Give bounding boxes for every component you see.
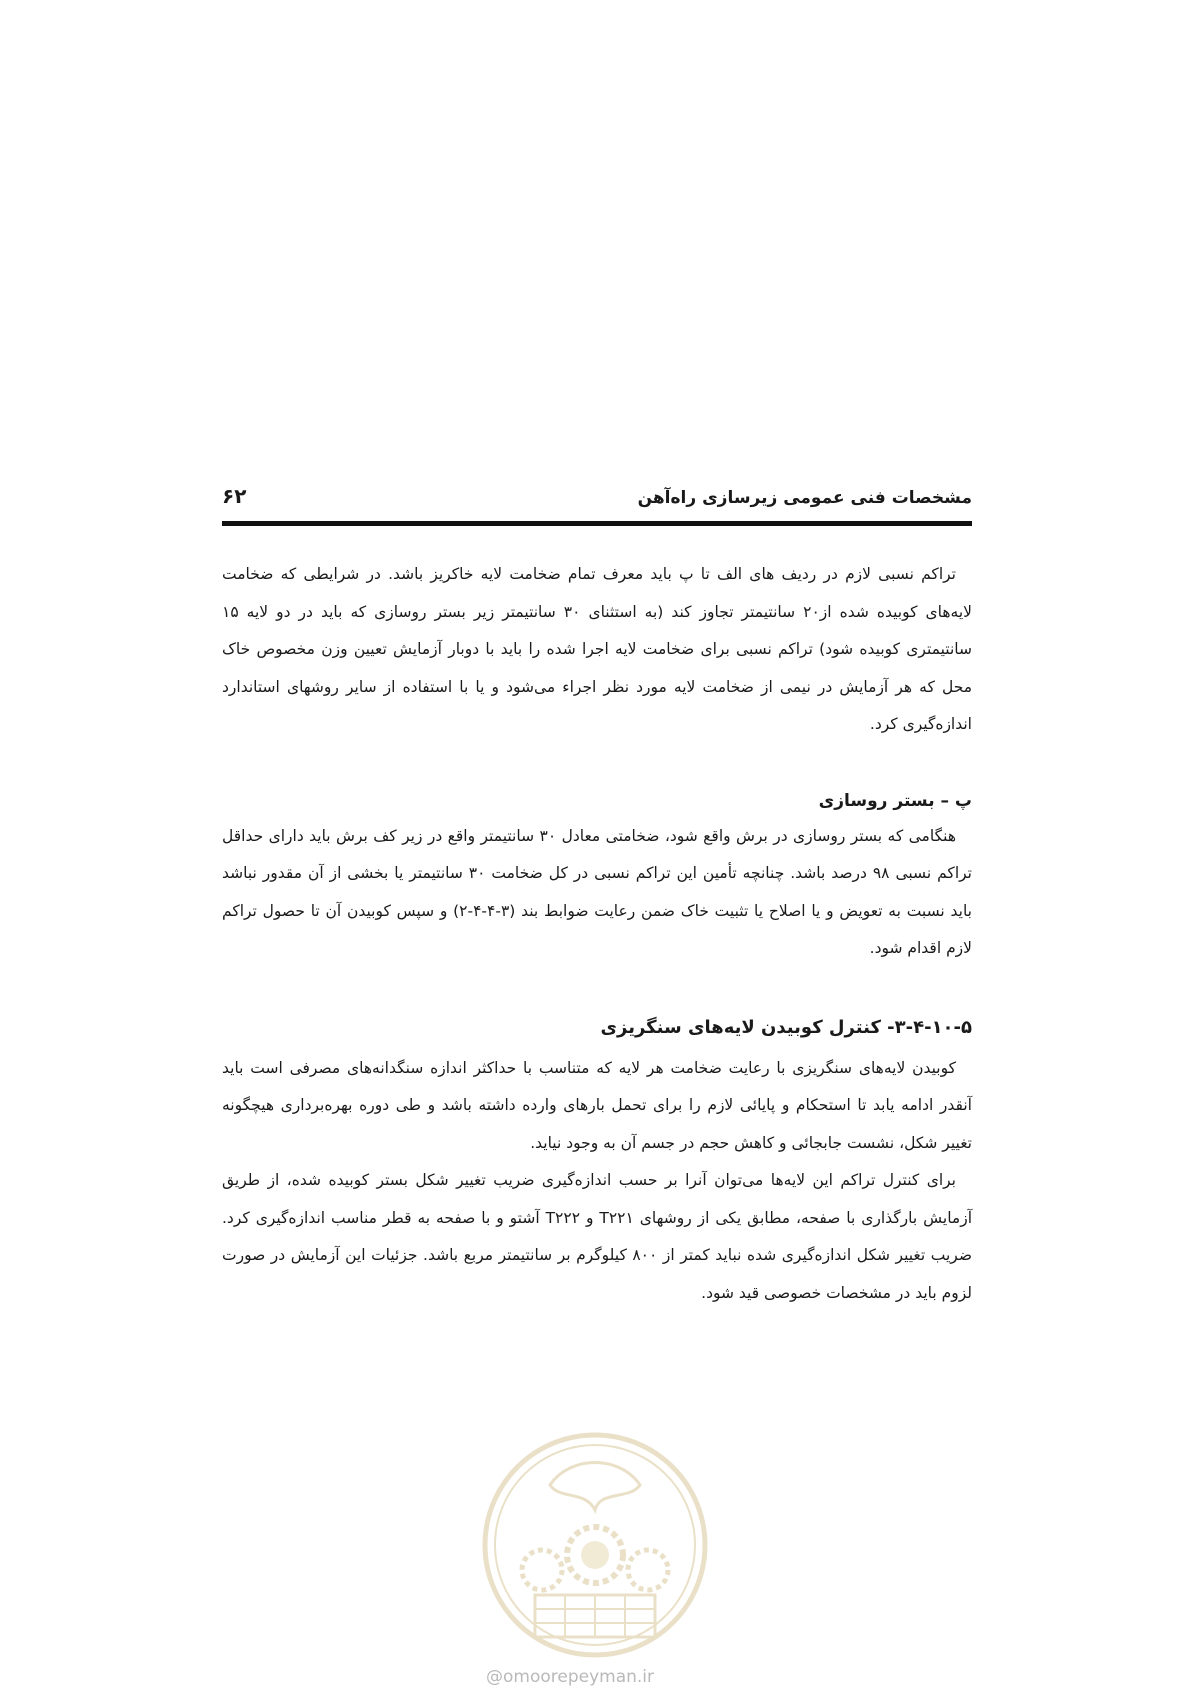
watermark-url-text: omoorepeyman.ir	[503, 1667, 655, 1687]
page-number: ۶۲	[222, 484, 247, 508]
watermark-seal	[480, 1430, 710, 1660]
paragraph-plate-load-test: برای کنترل تراکم این لایه‌ها می‌توان آنرا بر حسب اندازه‌گیری ضریب تغییر شکل بستر کوبیده شده، از طریق آزمایش بارگذاری با صفحه، مطابق یکی از روشهای T۲۲۱ و T۲۲۲ آشتو و با صفحه به قطر مناسب اندازه‌گیری کرد. ضریب تغییر شکل اندازه‌گیری شده نباید کمتر از ۸۰۰ کیلوگرم بر سانتیمتر مربع باشد. جزئیات این آزمایش در صورت لزوم باید در مشخصات خصوصی قید شود.	[222, 1171, 973, 1302]
page-body	[222, 556, 972, 1312]
paragraph-subgrade: هنگامی که بستر روسازی در برش واقع شود، ضخامتی معادل ۳۰ سانتیمتر واقع در زیر کف برش باید دارای حداقل تراکم نسبی ۹۸ درصد باشد. چنانچه تأمین این تراکم نسبی در کل ضخامت ۳۰ سانتیمتر یا بخشی از آن مقدور نباشد باید نسبت به تعویض و یا اصلاح یا تثبیت خاک ضمن رعایت ضوابط بند (۳-۴-۴-۲) و سپس کوبیدن آن تا حصول تراکم لازم اقدام شود.	[222, 826, 972, 957]
subheading-subgrade: پ – بستر روسازی	[818, 790, 972, 811]
paragraph-gravel-compaction: کوبیدن لایه‌های سنگریزی با رعایت ضخامت هر لایه که متناسب با حداکثر اندازه سنگدانه‌های مصرفی است باید آنقدر ادامه یابد تا استحکام و پایائی لازم را برای تحمل بارهای وارده داشته باشد و طی دوره بهره‌برداری هیچگونه تغییر شکل، نشست جابجائی و کاهش حجم در جسم آن به وجود نیاید.	[222, 1058, 972, 1152]
page-header	[222, 482, 972, 518]
paragraph-compaction-layers: تراکم نسبی لازم در ردیف های الف تا پ باید معرف تمام ضخامت لایه خاکریز باشد. در شرایطی که ضخامت لایه‌های کوبیده شده از۲۰ سانتیمتر تجاوز کند (به استثنای ۳۰ سانتیمتر زیر بستر روسازی که باید در دو لایه ۱۵ سانتیمتری کوبیده شود) تراکم نسبی برای ضخامت لایه اجرا شده را باید با دوبار آزمایش تعیین وزن مخصوص خاک محل که هر آزمایش در نیمی از ضخامت لایه مورد نظر اجراء می‌شود و یا با استفاده از سایر روشهای استاندارد اندازه‌گیری کرد.	[222, 565, 972, 733]
section-heading-gravel-compaction: ۳-۴-۱۰-۵- کنترل کوبیدن لایه‌های سنگریزی	[600, 1016, 972, 1038]
header-rule	[222, 521, 972, 526]
running-title: مشخصات فنی عمومی زیرسازی راه‌آهن	[637, 488, 972, 508]
at-sign-icon: @	[486, 1667, 503, 1687]
watermark-url	[486, 1667, 654, 1687]
